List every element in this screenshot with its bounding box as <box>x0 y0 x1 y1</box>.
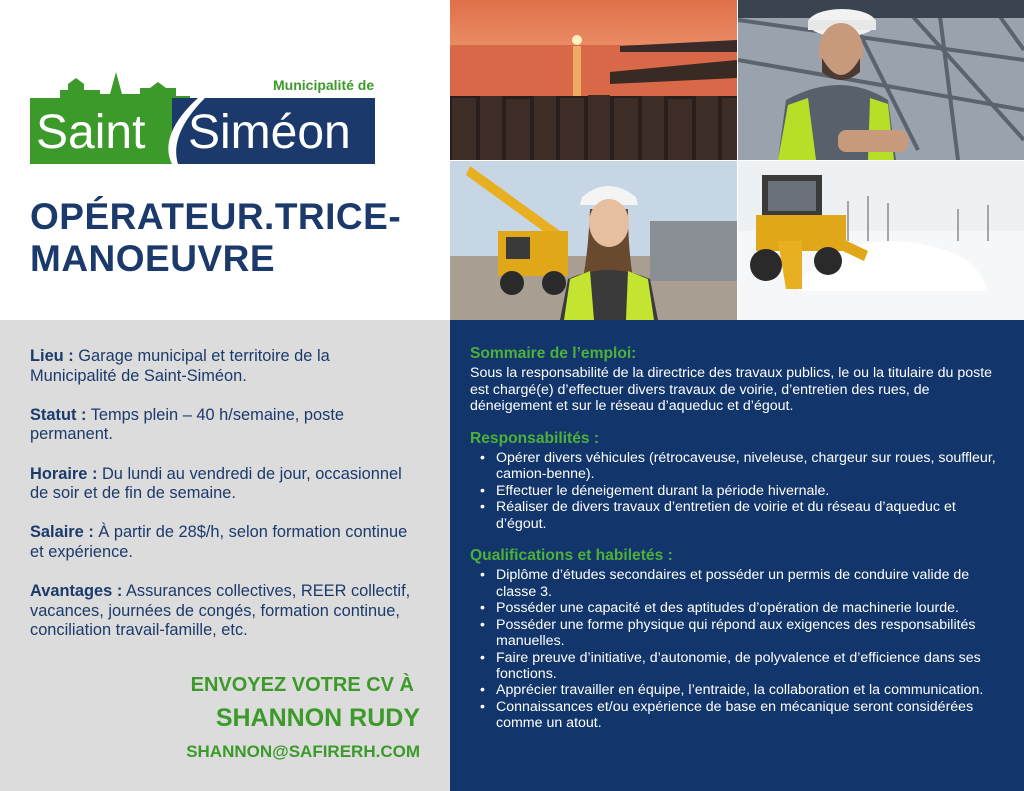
detail-horaire <box>30 465 420 504</box>
list-item: • Opérer divers véhicules (rétrocaveuse, niveleuse, chargeur sur roues, souffleur, camion-benne). <box>470 450 1010 483</box>
job-details-panel <box>0 320 450 791</box>
job-description-content <box>470 346 1010 748</box>
list-item: • Effectuer le déneigement durant la période hivernale. <box>470 483 1010 499</box>
detail-text: Temps plein – 40 h/semaine, poste permanent. <box>30 405 345 444</box>
job-title-line1: OPÉRATEUR.TRICE- <box>30 196 402 237</box>
list-item: • Connaissances et/ou expérience de base en mécanique seront considérées comme un atout. <box>470 699 1010 732</box>
qualifications-heading: Qualifications et habiletés : <box>470 547 673 565</box>
detail-label: Avantages : <box>30 582 123 601</box>
sunset-lake-photo <box>450 0 737 160</box>
logo-name-part2: Siméon <box>188 106 351 159</box>
qualifications-list <box>470 567 1010 731</box>
responsibilities-heading: Responsabilités : <box>470 429 600 447</box>
header-panel <box>0 0 450 320</box>
detail-label: Lieu : <box>30 347 74 365</box>
worker-man-hardhat-photo <box>738 0 1024 160</box>
detail-label: Salaire : <box>30 523 94 542</box>
detail-lieu <box>30 347 420 386</box>
detail-text: Assurances collectives, REER collectif, vacances, journées de congés, formation continue, conciliation travail-famille, etc. <box>30 582 411 640</box>
detail-text: Du lundi au vendredi de jour, occasionnel de soir et de fin de semaine. <box>30 464 402 503</box>
detail-text: À partir de 28$/h, selon formation continue et expérience. <box>30 523 408 561</box>
detail-label: Statut : <box>30 405 87 424</box>
detail-avantages <box>30 582 420 641</box>
saint-simeon-logo <box>30 68 375 166</box>
job-title-line2: MANOEUVRE <box>30 238 276 279</box>
list-item: • Diplôme d’études secondaires et posséder un permis de conduire valide de classe 3. <box>470 567 1010 600</box>
cta-contact-email-link[interactable]: SHANNON@SAFIRERH.COM <box>186 742 420 761</box>
job-details-list <box>30 347 420 661</box>
summary-text: Sous la responsabilité de la directrice des travaux publics, le ou la titulaire du poste est chargé(e) d’effectuer divers travaux de voirie, d’entretien des rues, de déneigement et sur le réseau d’aqueduc et d’égout. <box>470 365 993 415</box>
list-item: • Faire preuve d’initiative, d’autonomie, de polyvalence et d’efficience dans ses fonctions. <box>470 650 1010 683</box>
detail-salaire <box>30 523 420 562</box>
cta-contact-name: SHANNON RUDY <box>215 704 420 732</box>
list-item: • Posséder une capacité et des aptitudes d’opération de machinerie lourde. <box>470 600 1010 616</box>
logo-prefix-text: Municipalité de <box>273 77 375 93</box>
list-item: • Posséder une forme physique qui répond aux exigences des responsabilités manuelles. <box>470 617 1010 650</box>
job-description-panel <box>450 320 1024 791</box>
summary-heading: Sommaire de l’emploi: <box>470 345 637 362</box>
worker-woman-hardhat-photo <box>450 161 737 320</box>
photo-grid <box>450 0 1024 320</box>
cta-send-cv: ENVOYEZ VOTRE CV À <box>190 674 414 696</box>
logo-name-part1: Saint <box>36 106 146 159</box>
responsibilities-list <box>470 450 1010 532</box>
snow-loader-photo <box>738 161 1024 320</box>
detail-label: Horaire : <box>30 464 98 483</box>
job-title <box>30 196 440 280</box>
list-item: • Apprécier travailler en équipe, l’entraide, la collaboration et la communication. <box>470 682 1010 698</box>
detail-statut <box>30 406 420 445</box>
detail-text: Garage municipal et territoire de la Municipalité de Saint-Siméon. <box>30 347 330 385</box>
list-item: • Réaliser de divers travaux d’entretien de voirie et du réseau d’aqueduc et d’égout. <box>470 499 1010 532</box>
